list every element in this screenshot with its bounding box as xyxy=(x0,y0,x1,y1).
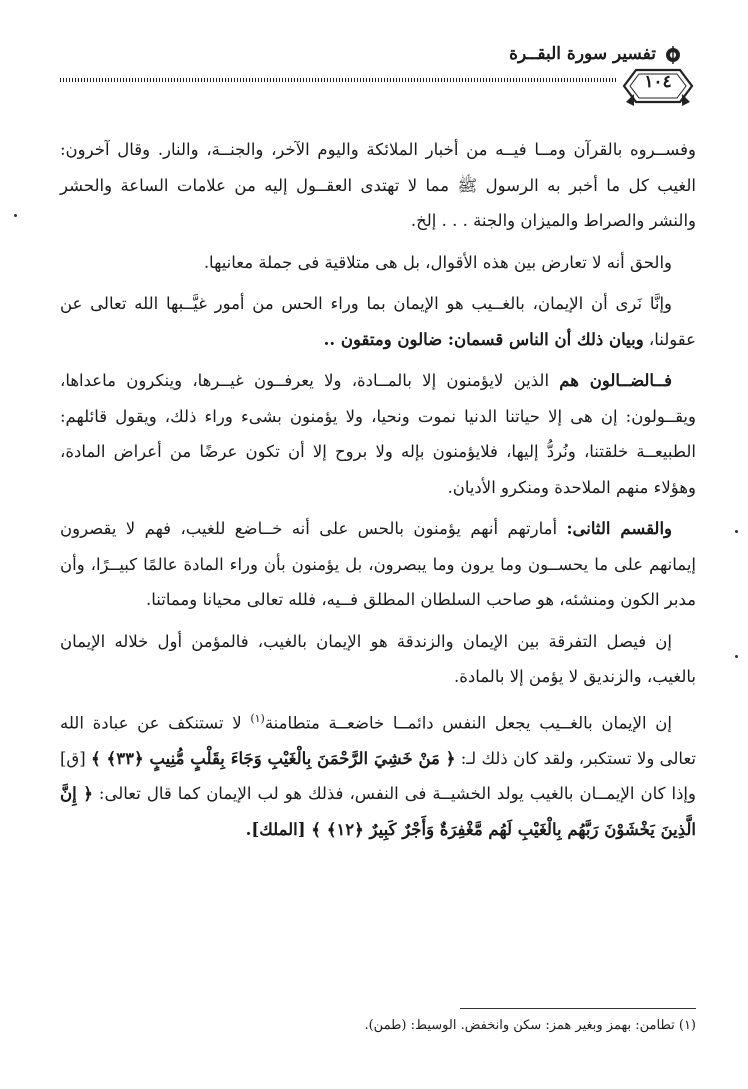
text-run: [الملك]. xyxy=(245,819,312,839)
ornament-icon xyxy=(664,46,682,64)
header-title: تفسير سورة البقــرة xyxy=(509,44,656,64)
paragraph xyxy=(60,511,696,618)
header-rule xyxy=(60,78,618,82)
paragraph xyxy=(60,245,696,281)
paragraph xyxy=(60,363,696,505)
margin-mark xyxy=(735,655,738,658)
footnote-ref: (١) xyxy=(250,711,265,725)
text-run: والقسم الثانى: xyxy=(566,519,672,538)
quran-verse: ﴿ إِنَّ الَّذِينَ يَخْشَوْنَ رَبَّهُم بِالْغَيْبِ لَهُم مَّغْفِرَةٌ وَأَجْرٌ كَبِيرٌ ﴿١٢﴾ ﴾ xyxy=(60,784,696,839)
text-run: وفســروه بالقرآن ومــا فيــه من أخبار الملائكة واليوم الآخر، والجنــة، والنار. وقال آخرون: الغيب كل ما أخبر به الرسول ﷺ مما لا تهتدى العقــول إليه من علامات الساعة والحشر والنشر والصراط والميزان والجنة . . . إلخ. xyxy=(60,140,696,230)
paragraph xyxy=(60,624,696,695)
text-run: إن الإيمان بالغــيب يجعل النفس دائمــا خاضعــة متطامنة xyxy=(264,713,672,732)
text-run: وإنَّا نَرى أن الإيمان، بالغــيب هو الإيمان بما وراء الحس من أمور غيَّــبها الله تعالى عن عقولنا، xyxy=(60,294,696,349)
footnote: (١) تطامن: بهمز وبغير همز: سكن وانخفض. الوسيط: (طمن). xyxy=(364,1018,696,1033)
text-run: والحق أنه لا تعارض بين هذه الأقوال، بل هى متلاقية فى جملة معانيها. xyxy=(203,252,672,272)
footnote-rule xyxy=(460,1008,696,1009)
text-run: [ق] وإذا كان الإيمــان بالغيب يولد الخشيــة فى النفس، فذلك هو لب الإيمان كما قال تعالى: xyxy=(60,748,696,803)
text-run: وبيان ذلك أن الناس قسمان: ضالون ومتقون .. xyxy=(323,329,644,349)
running-header xyxy=(60,38,696,108)
paragraph xyxy=(60,701,696,848)
body-text xyxy=(60,132,696,853)
page-number: ١٠٤ xyxy=(644,72,672,92)
margin-mark xyxy=(735,530,738,533)
text-run: لا تستنكف عن عبادة الله تعالى ولا تستكبر، ولقد كان ذلك لـ: xyxy=(60,713,697,768)
paragraph xyxy=(60,286,696,357)
text-run: إن فيصل التفرقة بين الإيمان والزندقة هو الإيمان بالغيب، فالمؤمن أول خلاله الإيمان بالغيب، والزنديق لا يؤمن إلا بالمادة. xyxy=(60,631,696,686)
paragraph xyxy=(60,132,696,239)
text-run: أمارتهم أنهم يؤمنون بالحس على أنه خــاضع للغيب، فهم لا يقصرون إيمانهم على ما يحســون وما يرون وما يبصرون، بل يؤمنون بأن وراء المادة عالمًا كبيــرًا، وأن مدبر الكون ومنشئه، هو صاحب السلطان المطلق فــيه، فلله تعالى محيانا ومماتنا. xyxy=(60,519,696,609)
quran-verse: ﴿ مَنْ خَشِيَ الرَّحْمَنَ بِالْغَيْبِ وَجَاءَ بِقَلْبٍ مُّنِيبٍ ﴿٣٣﴾ ﴾ xyxy=(91,748,456,768)
text-run: فــالضــالون هم xyxy=(559,371,672,390)
margin-mark xyxy=(14,214,17,217)
text-run: الذين لايؤمنون إلا بالمــادة، ولا يعرفــون غيــرها، وينكرون ماعداها، ويقــولون: إن هى إلا حياتنا الدنيا نموت ونحيا، ولا يؤمنون بشىء وراء ذلك، ويقول قائلهم: الطبيعــة خلقتنا، ونُردُّ إليها، فلايؤمنون بإله ولا بروح إلا أن تكون عرضًا من أعراض المادة، وهؤلاء منهم الملاحدة ومنكرو الأديان. xyxy=(60,371,696,497)
